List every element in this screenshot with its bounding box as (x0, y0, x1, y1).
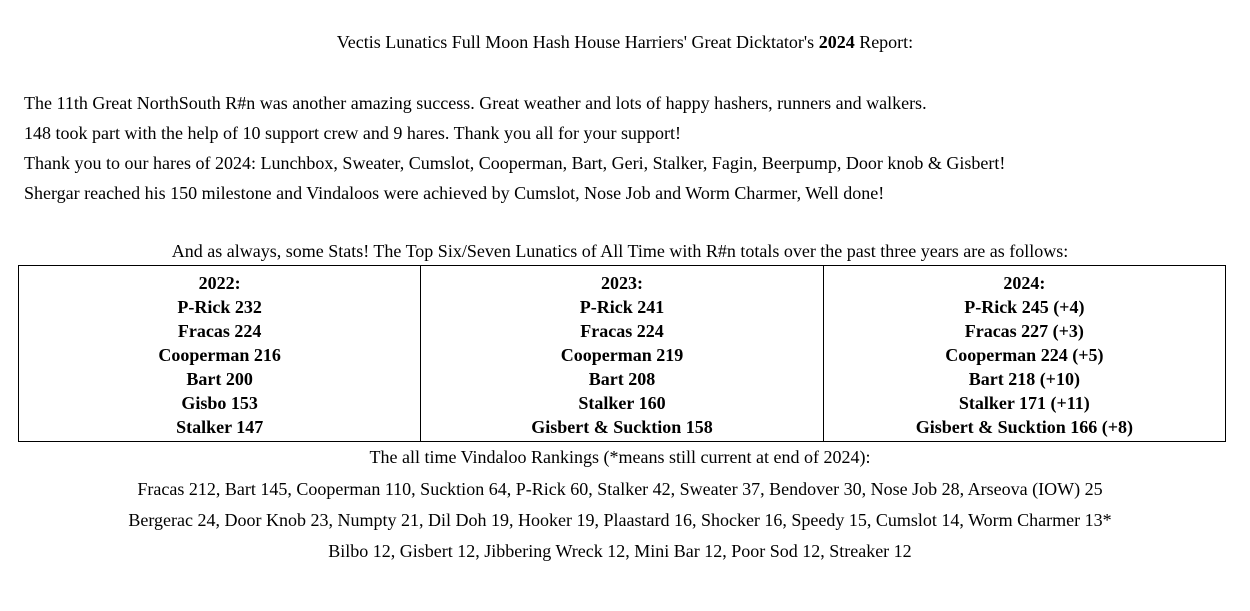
stats-entry: P-Rick 232 (177, 297, 262, 317)
stats-entry: P-Rick 241 (579, 297, 665, 317)
stats-intro: And as always, some Stats! The Top Six/Seven Lunatics of All Time with R#n totals over the past three years are as follows: (171, 241, 1069, 261)
stats-year-header: 2024: (1003, 273, 1046, 293)
stats-entry: Fracas 227 (+3) (964, 321, 1084, 341)
stats-entry: Bart 208 (588, 369, 656, 389)
stats-year-header: 2023: (600, 273, 643, 293)
stats-entry: Stalker 160 (578, 393, 666, 413)
report-title-suffix: Report: (854, 32, 914, 52)
intro-paragraphs (24, 88, 1234, 208)
stats-entry: Stalker 171 (+11) (958, 393, 1090, 413)
stats-entry: Gisbert & Sucktion 166 (+8) (915, 417, 1133, 437)
stats-year-header: 2022: (198, 273, 241, 293)
stats-table-row (19, 266, 1226, 442)
stats-entry: Bart 200 (186, 369, 253, 389)
stats-entry: Cooperman 219 (560, 345, 684, 365)
vindaloo-rankings (0, 474, 1240, 567)
vindaloo-line: Fracas 212, Bart 145, Cooperman 110, Sucktion 64, P-Rick 60, Stalker 42, Sweater 37, Bendover 30, Nose Job 28, Arseova (IOW) 25 (137, 479, 1103, 499)
report-title (0, 30, 1250, 54)
stats-column-2023 (421, 266, 823, 442)
vindaloo-line: Bergerac 24, Door Knob 23, Numpty 21, Dil Doh 19, Hooker 19, Plaastard 16, Shocker 16, Speedy 15, Cumslot 14, Worm Charmer 13* (128, 510, 1112, 530)
intro-line: Shergar reached his 150 milestone and Vindaloos were achieved by Cumslot, Nose Job and Worm Charmer, Well done! (24, 183, 885, 203)
stats-entry: Gisbo 153 (181, 393, 258, 413)
stats-table (18, 265, 1226, 442)
intro-line: The 11th Great NorthSouth R#n was another amazing success. Great weather and lots of happy hashers, runners and walkers. (24, 93, 927, 113)
report-title-year: 2024 (818, 32, 855, 52)
stats-entry: Stalker 147 (176, 417, 264, 437)
stats-entry: Cooperman 216 (158, 345, 281, 365)
stats-entry: Cooperman 224 (+5) (945, 345, 1104, 365)
stats-column-2024 (823, 266, 1225, 442)
stats-entry: Bart 218 (+10) (968, 369, 1080, 389)
report-title-prefix: Vectis Lunatics Full Moon Hash House Harriers' Great Dicktator's (336, 32, 819, 52)
stats-entry: Gisbert & Sucktion 158 (531, 417, 713, 437)
stats-column-2022 (19, 266, 421, 442)
vindaloo-title: The all time Vindaloo Rankings (*means still current at end of 2024): (369, 447, 871, 467)
stats-entry: Fracas 224 (177, 321, 262, 341)
stats-entry: P-Rick 245 (+4) (964, 297, 1085, 317)
intro-line: 148 took part with the help of 10 support crew and 9 hares. Thank you all for your support! (24, 123, 682, 143)
vindaloo-line: Bilbo 12, Gisbert 12, Jibbering Wreck 12, Mini Bar 12, Poor Sod 12, Streaker 12 (328, 541, 912, 561)
intro-line: Thank you to our hares of 2024: Lunchbox, Sweater, Cumslot, Cooperman, Bart, Geri, Stalker, Fagin, Beerpump, Door knob & Gisbert! (24, 153, 1006, 173)
stats-entry: Fracas 224 (580, 321, 664, 341)
